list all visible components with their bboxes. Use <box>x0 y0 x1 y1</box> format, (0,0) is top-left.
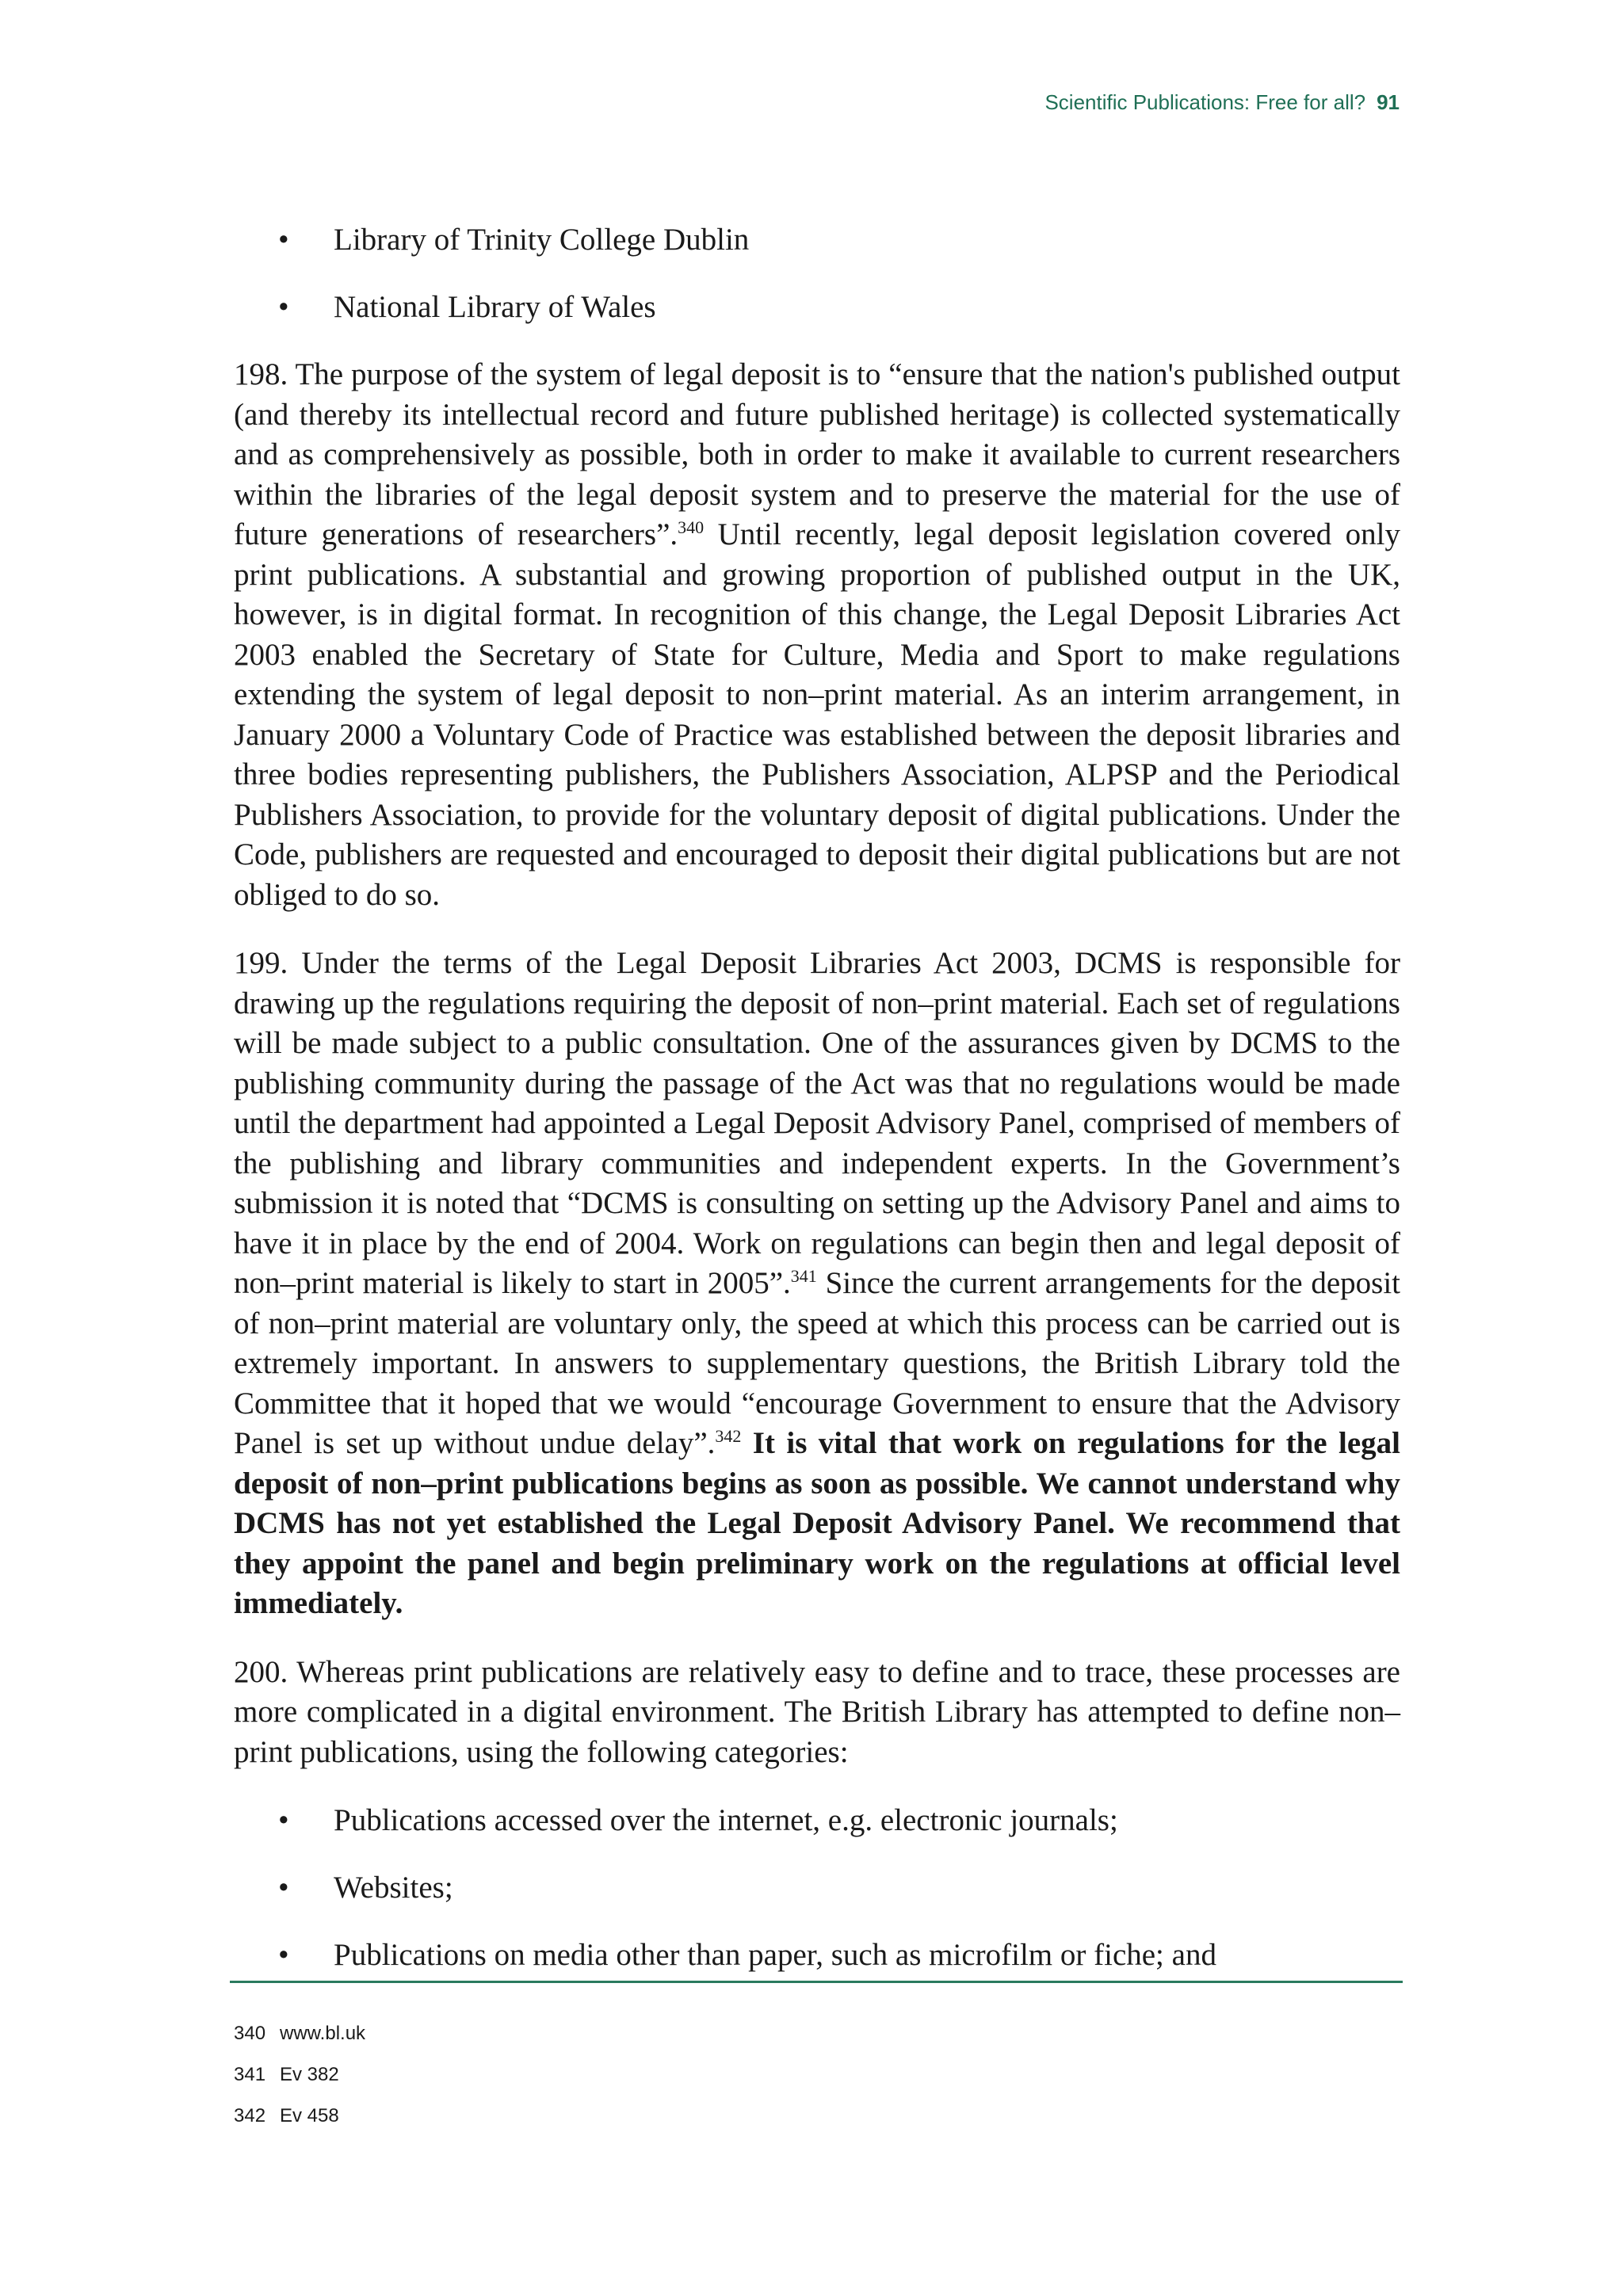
footnote-ref-341[interactable]: 341 <box>790 1266 817 1286</box>
bullet-icon: • <box>278 1803 289 1837</box>
list-item <box>234 1936 1400 1975</box>
paragraph-199 <box>234 944 1400 1624</box>
category-bullet-list <box>234 1801 1400 1975</box>
footnote-text: www.bl.uk <box>280 2023 366 2044</box>
footnote-342 <box>234 2104 365 2128</box>
library-bullet-list <box>234 220 1400 327</box>
footnote-divider <box>230 1981 1403 1983</box>
list-item-text: Publications on media other than paper, such as microfilm or fiche; and <box>334 1938 1216 1972</box>
footnote-text: Ev 382 <box>280 2064 339 2085</box>
list-item-text: Publications accessed over the internet, e.g. electronic journals; <box>334 1803 1118 1837</box>
page-body <box>234 220 1400 2003</box>
page-number: 91 <box>1377 90 1400 114</box>
paragraph-198-text-1: 198. The purpose of the system of legal deposit is to “ensure that the nation's published output (and thereby its intellectual record and future published heritage) is collected systematically and as comprehensively as possible, both in order to make it available to current researchers within the libraries of the legal deposit system and to preserve the material for the use of future generations of researchers”. <box>234 357 1400 551</box>
bullet-icon: • <box>278 290 289 324</box>
list-item-text: National Library of Wales <box>334 290 656 324</box>
bullet-icon: • <box>278 223 289 257</box>
footnote-number: 342 <box>234 2105 266 2126</box>
publication-title: Scientific Publications: Free for all? <box>1044 90 1366 114</box>
footnote-ref-342[interactable]: 342 <box>715 1426 742 1446</box>
bullet-icon: • <box>278 1871 289 1905</box>
paragraph-198 <box>234 355 1400 915</box>
list-item <box>234 220 1400 260</box>
paragraph-199-text-2: Since the current arrangements for the deposit of non–print material are voluntary only, the speed at which this process can be carried out is extremely important. In answers to supplementary questions, the British Library told the Committee that it hoped that we would “encourage Government to ensure that the Advisory Panel is set up without undue delay”. <box>234 1266 1401 1460</box>
recommendation-text: It is vital that work on regulations for the legal deposit of non–print publications begins as soon as possible. We cannot understand why DCMS has not yet established the Legal Deposit Advisory Panel. We recommend that they appoint the panel and begin preliminary work on the regulations at official level immediately. <box>234 1426 1400 1620</box>
paragraph-199-text-1: 199. Under the terms of the Legal Deposit Libraries Act 2003, DCMS is responsible for drawing up the regulations requiring the deposit of non–print material. Each set of regulations will be made subject to a public consultation. One of the assurances given by DCMS to the publishing community during the passage of the Act was that no regulations would be made until the department had appointed a Legal Deposit Advisory Panel, comprised of members of the publishing and library communities and independent experts. In the Government’s submission it is noted that “DCMS is consulting on setting up the Advisory Panel and aims to have it in place by the end of 2004. Work on regulations can begin then and legal deposit of non–print material is likely to start in 2005”. <box>234 946 1400 1300</box>
footnote-340 <box>234 2022 365 2046</box>
paragraph-200: 200. Whereas print publications are relatively easy to define and to trace, these processes are more complicated in a digital environment. The British Library has attempted to define non–print publications, using the following categories: <box>234 1654 1400 1769</box>
list-item-text: Websites; <box>334 1871 453 1905</box>
footnote-ref-340[interactable]: 340 <box>678 517 705 537</box>
list-item-text: Library of Trinity College Dublin <box>334 223 750 257</box>
footnote-341 <box>234 2063 365 2087</box>
bullet-icon: • <box>278 1938 289 1972</box>
running-header <box>1044 90 1400 115</box>
footnotes <box>234 2022 365 2145</box>
paragraph-198-text-2: Until recently, legal deposit legislation covered only print publications. A substantial and growing proportion of published output in the UK, however, is in digital format. In recognition of this change, the Legal Deposit Libraries Act 2003 enabled the Secretary of State for Culture, Media and Sport to make regulations extending the system of legal deposit to non–print material. As an interim arrangement, in January 2000 a Voluntary Code of Practice was established between the deposit libraries and three bodies representing publishers, the Publishers Association, ALPSP and the Periodical Publishers Association, to provide for the voluntary deposit of digital publications. Under the Code, publishers are requested and encouraged to deposit their digital publications but are not obliged to do so. <box>234 517 1400 912</box>
list-item <box>234 1868 1400 1908</box>
list-item <box>234 288 1400 327</box>
footnote-number: 340 <box>234 2023 266 2044</box>
list-item <box>234 1801 1400 1840</box>
footnote-text: Ev 458 <box>280 2105 339 2126</box>
footnote-number: 341 <box>234 2064 266 2085</box>
